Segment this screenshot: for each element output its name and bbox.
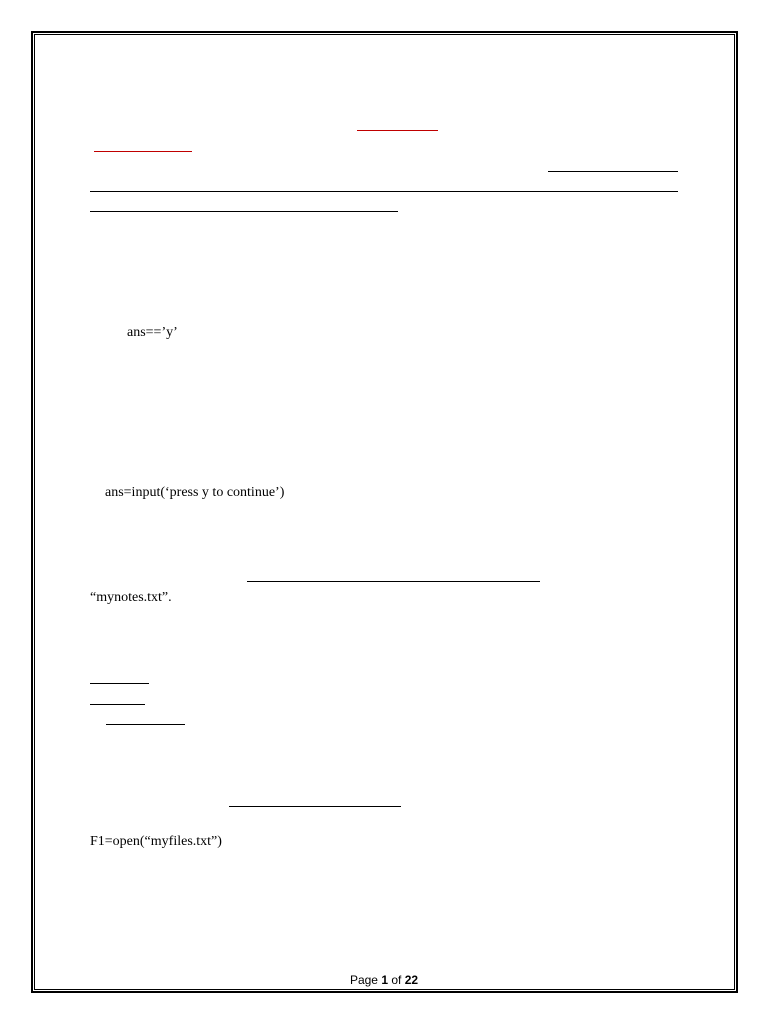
footer-current-page: 1 [381,973,388,987]
filename-mynotes: “mynotes.txt”. [90,590,172,605]
underline-6 [90,704,145,705]
red-underline-1 [357,130,438,131]
underline-7 [106,724,185,725]
underline-2 [90,191,678,192]
code-line-ans-input: ans=input(‘press y to continue’) [105,485,285,500]
red-underline-2 [94,151,192,152]
code-line-ans-compare: ans==’y’ [127,325,178,340]
footer-page-word: Page [349,973,378,987]
code-line-open-call: F1=open(“myfiles.txt”) [90,834,222,849]
footer-of-word: of [391,973,402,987]
footer-total-pages: 22 [404,973,419,987]
underline-4 [247,581,540,582]
page-footer [0,973,768,987]
underline-3 [90,211,398,212]
underline-1 [548,171,678,172]
underline-5 [90,683,149,684]
underline-8 [229,806,401,807]
